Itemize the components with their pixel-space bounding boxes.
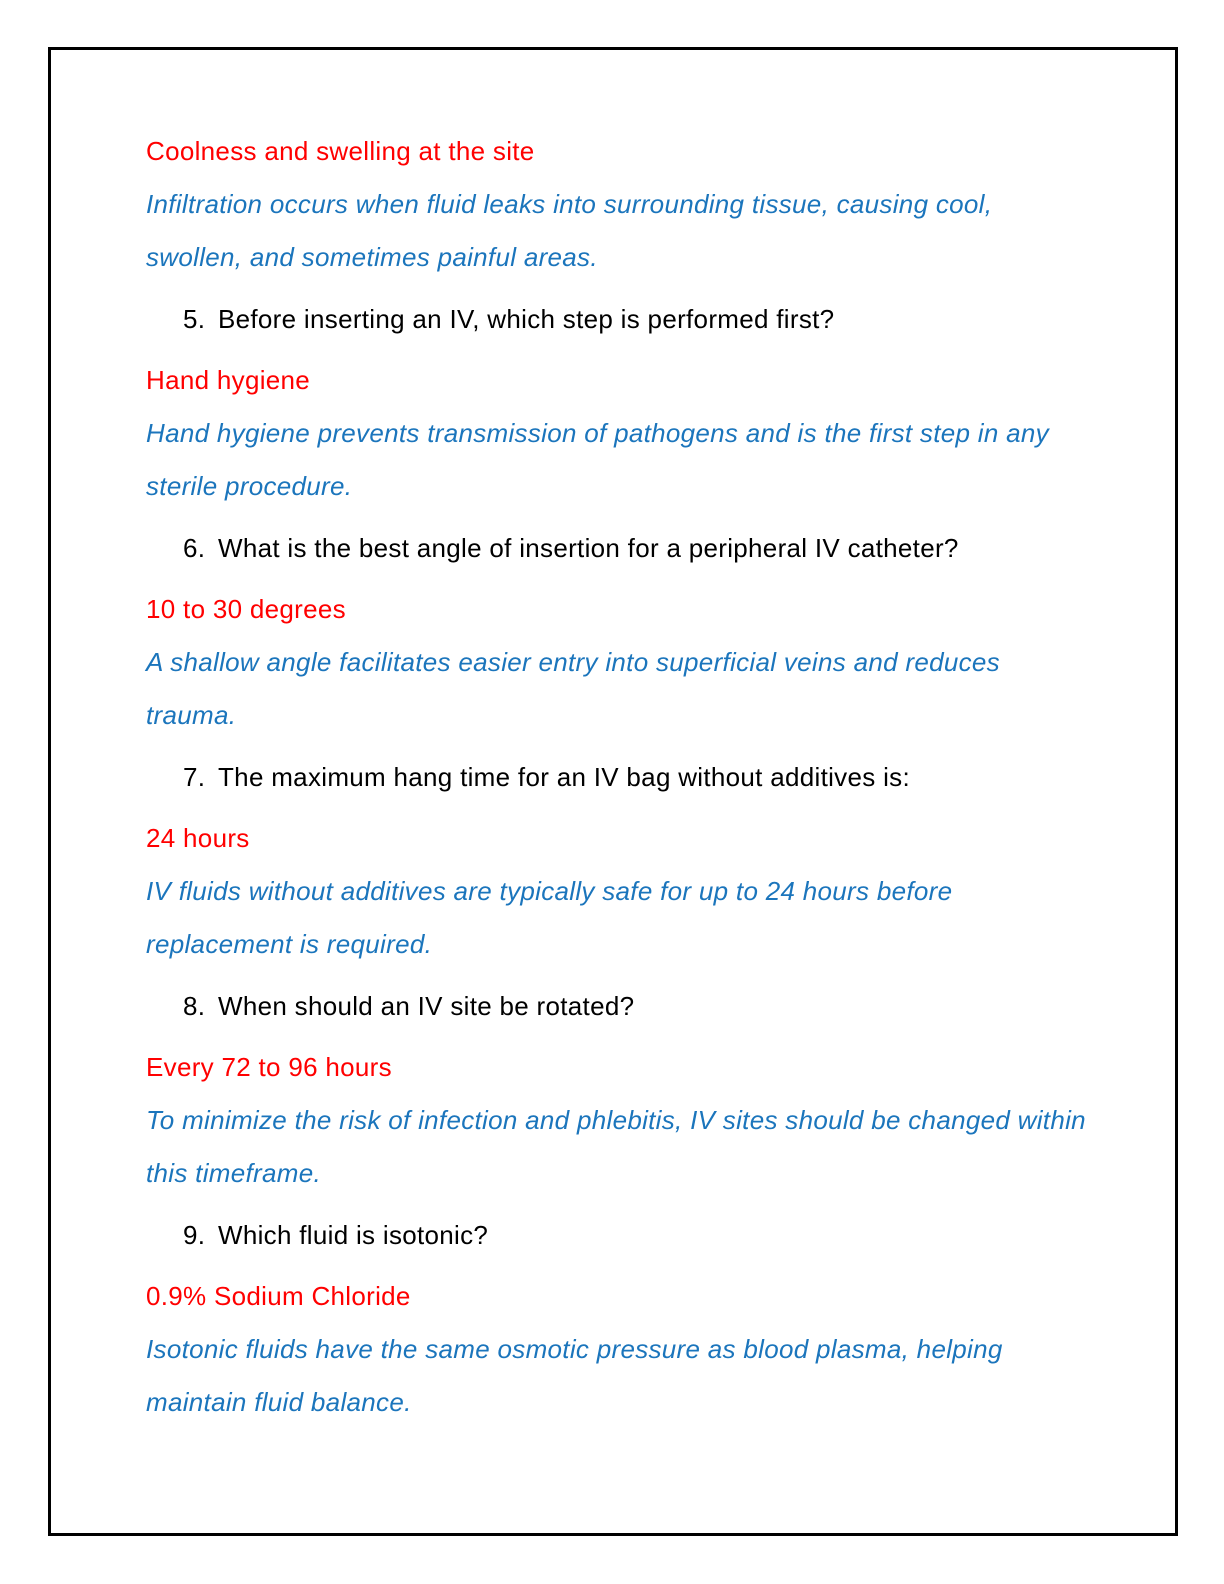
question-8 [146,980,1091,1033]
explanation-q9: Isotonic fluids have the same osmotic pressure as blood plasma, helping maintain fluid balance. [146,1334,1003,1417]
explanation-q4: Infiltration occurs when fluid leaks into surrounding tissue, causing cool, swollen, and sometimes painful areas. [146,189,993,272]
page-border-frame [48,47,1178,1536]
question-6-number: 6. [183,533,206,563]
answer-q8: Every 72 to 96 hours [146,1052,392,1082]
answer-q7: 24 hours [146,823,250,853]
explanation-q6: A shallow angle facilitates easier entry into superficial veins and reduces trauma. [146,647,1000,730]
answer-q4: Coolness and swelling at the site [146,136,535,166]
document-content [146,125,1091,1429]
answer-q6: 10 to 30 degrees [146,594,346,624]
question-9-number: 9. [183,1220,206,1250]
question-6-text: What is the best angle of insertion for a peripheral IV catheter? [218,533,959,563]
explanation-q8: To minimize the risk of infection and phlebitis, IV sites should be changed within this timeframe. [146,1105,1086,1188]
question-8-number: 8. [183,991,206,1021]
question-7-number: 7. [183,762,206,792]
question-6 [146,522,1091,575]
explanation-q7: IV fluids without additives are typically safe for up to 24 hours before replacement is required. [146,876,953,959]
question-5 [146,293,1091,346]
question-9 [146,1209,1091,1262]
question-5-number: 5. [183,304,206,334]
answer-q9: 0.9% Sodium Chloride [146,1281,411,1311]
question-9-text: Which fluid is isotonic? [218,1220,489,1250]
question-7-text: The maximum hang time for an IV bag without additives is: [218,762,910,792]
question-5-text: Before inserting an IV, which step is performed first? [218,304,835,334]
explanation-q5: Hand hygiene prevents transmission of pathogens and is the first step in any sterile procedure. [146,418,1049,501]
answer-q5: Hand hygiene [146,365,311,395]
question-7 [146,751,1091,804]
question-8-text: When should an IV site be rotated? [218,991,635,1021]
